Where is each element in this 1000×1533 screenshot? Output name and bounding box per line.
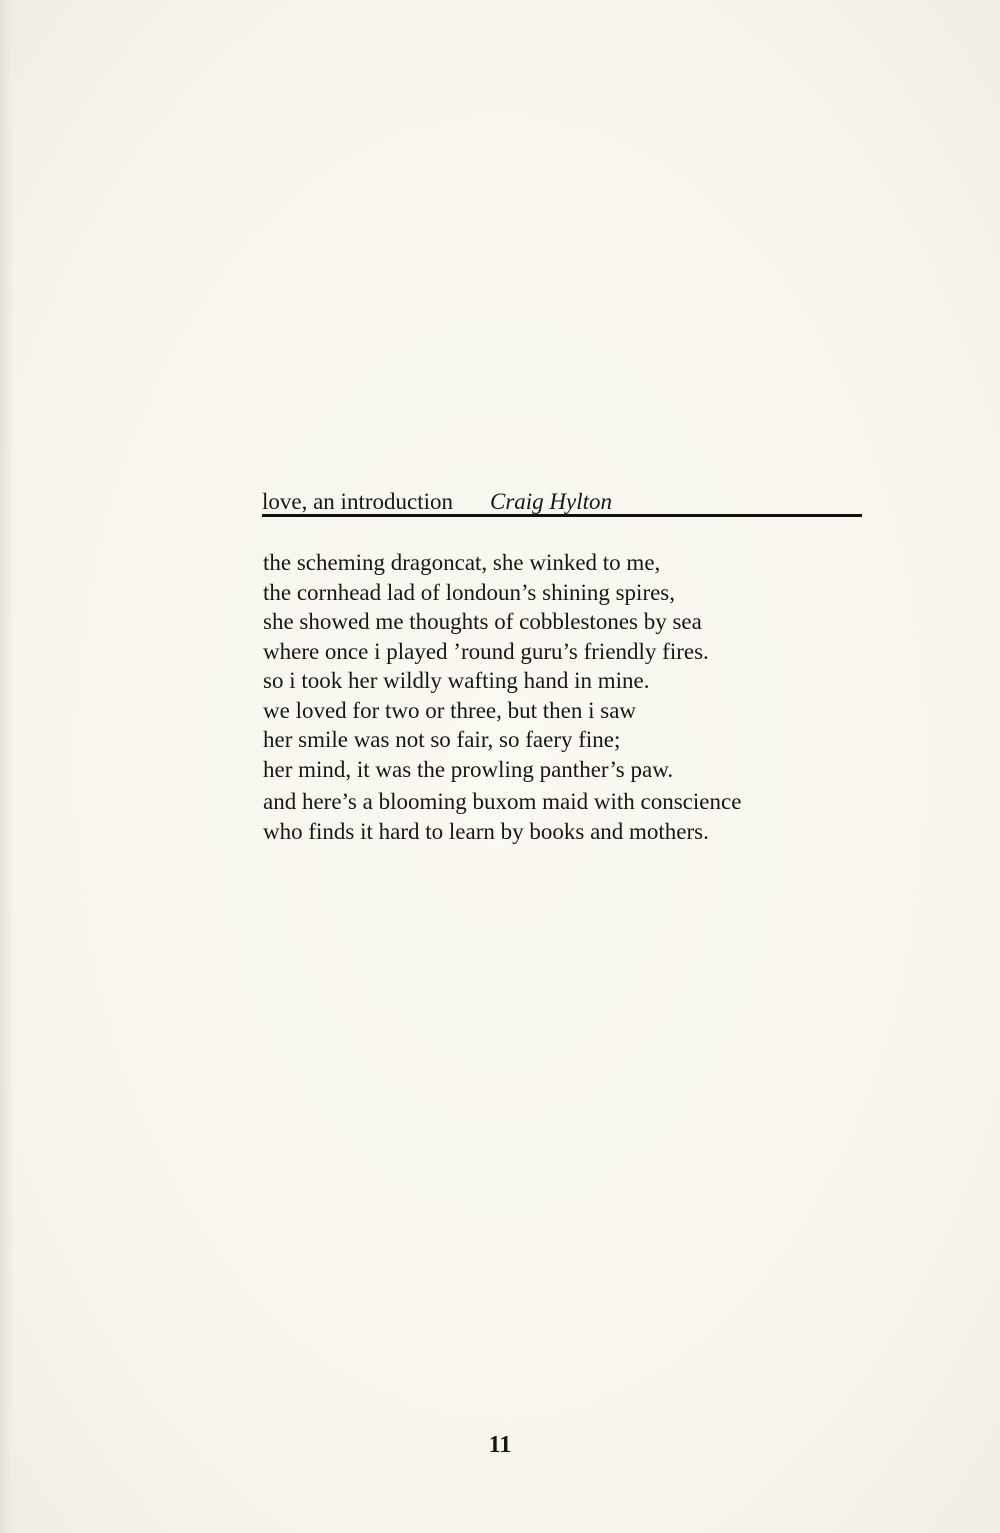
poem-author: Craig Hylton	[490, 489, 613, 514]
poem-line: her smile was not so fair, so faery fine;	[263, 727, 621, 752]
heading-rule	[262, 514, 862, 517]
stanza-1	[263, 548, 823, 784]
poem-line: she showed me thoughts of cobblestones by sea	[263, 609, 702, 634]
poem-line: so i took her wildly wafting hand in mine.	[263, 668, 650, 693]
page-number: 11	[488, 1432, 512, 1458]
poem-line: who finds it hard to learn by books and mothers.	[263, 818, 709, 844]
page-edge-shadow	[0, 0, 14, 1533]
stanza-2	[263, 787, 823, 846]
poem-title: love, an introduction	[262, 489, 453, 514]
poem-line: her mind, it was the prowling panther’s paw.	[263, 756, 674, 782]
poem-heading	[262, 484, 862, 520]
poem-line: where once i played ’round guru’s friendly fires.	[263, 638, 709, 664]
poem-line: and here’s a blooming buxom maid with conscience	[263, 789, 742, 814]
poem-line: the scheming dragoncat, she winked to me,	[263, 550, 661, 575]
poem-line: the cornhead lad of londoun’s shining spires,	[263, 579, 676, 605]
poem-line: we loved for two or three, but then i saw	[263, 697, 637, 723]
